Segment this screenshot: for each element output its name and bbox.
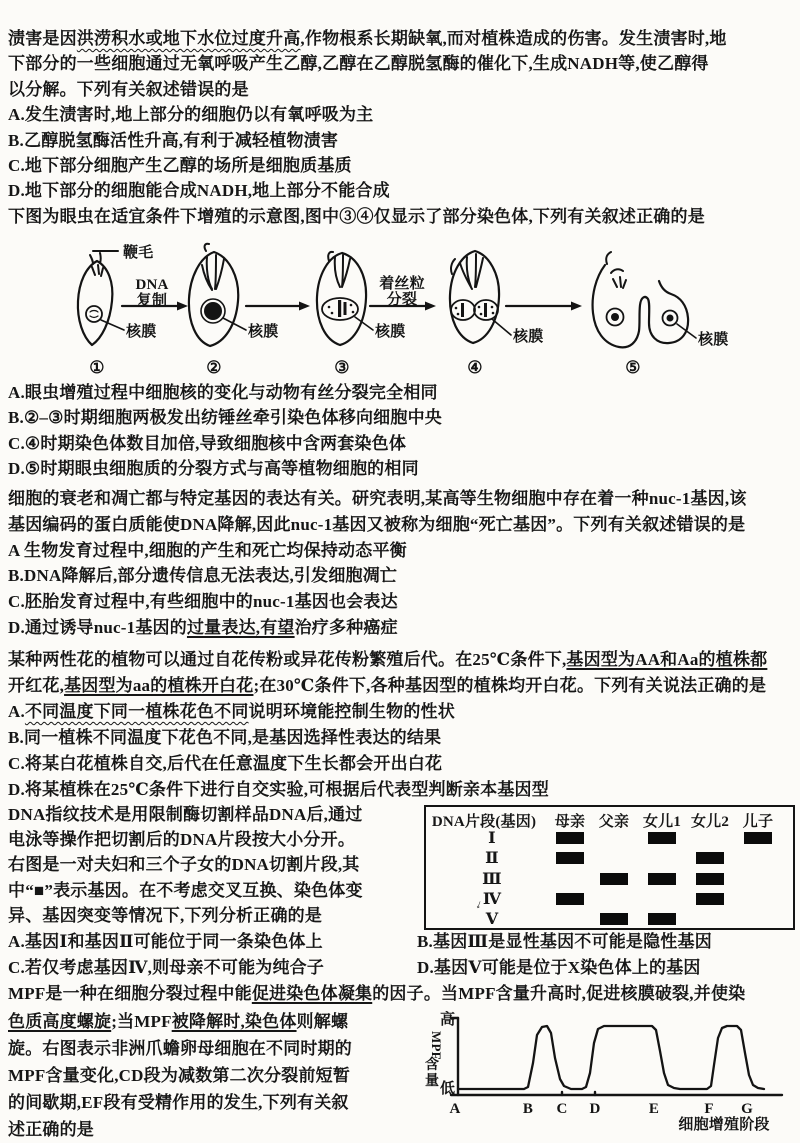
cell-stage-1 bbox=[78, 253, 157, 377]
stem-line: 基因编码的蛋白质能使DNA降解,因此nuc-1基因又被称为细胞“死亡基因”。下列有关叙述错误的是 bbox=[8, 514, 746, 534]
stem-line: 细胞的衰老和凋亡都与特定基因的表达有关。研究表明,某高等生物细胞中存在着一种nuc-1基因,该 bbox=[8, 489, 747, 508]
stage-label-3: ③ bbox=[334, 358, 350, 377]
arrow-plain-1 bbox=[246, 302, 310, 311]
gel-col-header: 母亲 bbox=[554, 814, 586, 830]
arrow-dna-replication bbox=[122, 277, 188, 311]
stem-line: 中“■”表示基因。在不考虑交叉互换、染色体变 bbox=[8, 880, 363, 900]
option-b: B.同一植株不同温度下花色不同,是基因选择性表达的结果 bbox=[8, 728, 442, 747]
gel-row-label: Ⅳ bbox=[482, 891, 502, 908]
question-flood bbox=[8, 26, 794, 204]
stage-label-4: ④ bbox=[467, 358, 483, 377]
gel-col-header: 父亲 bbox=[598, 814, 630, 830]
gel-band bbox=[600, 913, 628, 925]
option-b: B.乙醇脱氢酶活性升高,有利于减轻植物渍害 bbox=[8, 130, 339, 150]
mpf-graph bbox=[424, 1003, 795, 1143]
gel-band bbox=[744, 832, 772, 844]
stem-line: 右图是一对夫妇和三个子女的DNA切割片段,其 bbox=[8, 855, 360, 875]
text-segment: 过量表达,有望 bbox=[186, 617, 295, 637]
gel-figure bbox=[424, 805, 795, 930]
option-a: A.眼虫增殖过程中细胞核的变化与动物有丝分裂完全相同 bbox=[8, 383, 438, 402]
gel-col-header: 儿子 bbox=[742, 814, 774, 830]
option-b: B.DNA降解后,部分遗传信息无法表达,引发细胞凋亡 bbox=[8, 566, 398, 586]
stem-line: 下部分的一些细胞通过无氧呼吸产生乙醇,乙醇在乙醇脱氢酶的催化下,生成NADH等,使乙醇得 bbox=[8, 54, 709, 74]
text-segment: ,作物根系长期缺氧,而对植株造成的伤害。发生渍害时,地 bbox=[300, 29, 727, 48]
option-d: D.地下部分的细胞能合成NADH,地上部分不能合成 bbox=[8, 181, 390, 201]
option-a: A 生物发育过程中,细胞的产生和死亡均保持动态平衡 bbox=[8, 540, 407, 560]
stem-line bbox=[8, 26, 794, 51]
option-d: D.⑤时期眼虫细胞质的分裂方式与高等植物细胞的相同 bbox=[8, 459, 419, 479]
gel-band bbox=[600, 873, 628, 885]
text-segment: 不同温度下同一植株花色不同 bbox=[24, 702, 249, 721]
text-segment: ;在30℃条件下,各种基因型的植株均开白花。下列有关说法正确的是 bbox=[253, 676, 767, 695]
cell-stage-3 bbox=[317, 252, 405, 377]
gel-band bbox=[648, 832, 676, 844]
y-axis-label-cjk: 含 bbox=[425, 1058, 440, 1073]
svg-text:DNA: DNA bbox=[135, 277, 169, 293]
text-segment: 的因子。当MPF含量升高时,促进核膜破裂,并使染 bbox=[372, 984, 746, 1003]
text-segment: 则解螺 bbox=[296, 1012, 349, 1031]
gel-band bbox=[696, 852, 724, 864]
text-segment: 基因型为AA和Aa的植株都 bbox=[566, 650, 768, 669]
fingerprint-options-cd bbox=[8, 955, 794, 981]
euglena-diagram bbox=[30, 237, 772, 381]
question-euglena-intro bbox=[8, 204, 794, 229]
question-mpf-left bbox=[8, 1008, 420, 1143]
y-low-label: 低 bbox=[440, 1081, 456, 1097]
gel-band bbox=[696, 873, 724, 885]
stem-line: 的间歇期,EF段有受精作用的发生,下列有关叙 bbox=[8, 1093, 349, 1112]
option-a bbox=[8, 699, 794, 725]
question-flower bbox=[8, 647, 794, 803]
arrow-centromere-split bbox=[370, 274, 436, 311]
y-high-label: 高 bbox=[440, 1012, 456, 1028]
nuclear-membrane-label: 核膜 bbox=[698, 332, 729, 348]
gel-col-header: 女儿1 bbox=[642, 814, 682, 830]
stem-line: DNA指纹技术是用限制酶切割样品DNA后,通过 bbox=[8, 805, 363, 824]
stem-line: 异、基因突变等情况下,下列分析正确的是 bbox=[8, 905, 323, 925]
text-segment: 色质高度螺旋 bbox=[8, 1012, 112, 1031]
option-b: B.②–③时期细胞两极发出纺锤丝牵引染色体移向细胞中央 bbox=[8, 408, 442, 428]
flagellum-label: 鞭毛 bbox=[123, 245, 154, 261]
cell-stage-2 bbox=[189, 244, 278, 377]
gel-band bbox=[556, 852, 584, 864]
gel-band bbox=[648, 913, 676, 925]
text-segment: 开红花, bbox=[8, 676, 65, 695]
gel-col-header: 女儿2 bbox=[690, 814, 730, 830]
gel-row-label: Ⅴ bbox=[485, 911, 499, 928]
gel-band bbox=[648, 873, 676, 885]
text-segment: 渍害是因 bbox=[8, 29, 77, 48]
fingerprint-options-ab bbox=[8, 929, 794, 955]
gel-band bbox=[696, 893, 724, 905]
svg-text:复制: 复制 bbox=[136, 293, 168, 309]
option-c: C.若仅考虑基因Ⅳ,则母亲不可能为纯合子 bbox=[8, 958, 325, 977]
stem-line bbox=[8, 647, 794, 673]
nuclear-membrane-label: 核膜 bbox=[375, 324, 406, 340]
option-d: D.基因Ⅴ可能是位于X染色体上的基因 bbox=[417, 958, 701, 977]
option-d: D.将某植株在25℃条件下进行自交实验,可根据后代表型判断亲本基因型 bbox=[8, 780, 549, 799]
stem-line bbox=[8, 673, 794, 699]
option-c: C.胚胎发育过程中,有些细胞中的nuc-1基因也会表达 bbox=[8, 592, 398, 612]
stem-line bbox=[8, 1008, 420, 1035]
text-segment: A. bbox=[8, 702, 25, 721]
stem-line: 旋。右图表示非洲爪蟾卵母细胞在不同时期的 bbox=[8, 1039, 352, 1058]
cell-stage-5 bbox=[593, 252, 729, 377]
text-segment: D.通过诱导nuc-1基因的 bbox=[8, 617, 187, 637]
option-a: A.基因Ⅰ和基因Ⅱ可能位于同一条染色体上 bbox=[8, 932, 323, 951]
text-segment: 基因型为aa的植株开白花 bbox=[64, 676, 254, 695]
option-d bbox=[8, 615, 794, 641]
y-axis-label-mpf: MPF bbox=[429, 1031, 444, 1060]
stem-line: 电泳等操作把切割后的DNA片段按大小分开。 bbox=[8, 830, 356, 850]
gel-row-label: Ⅰ bbox=[488, 830, 496, 847]
stem-line: 以分解。下列有关叙述错误的是 bbox=[8, 79, 249, 99]
gel-row-label: Ⅲ bbox=[482, 871, 502, 888]
nuclear-membrane-label: 核膜 bbox=[248, 324, 279, 340]
x-tick-label: D bbox=[589, 1101, 601, 1117]
option-c: C.④时期染色体数目加倍,导致细胞核中含两套染色体 bbox=[8, 433, 407, 453]
arrow-plain-2 bbox=[506, 302, 582, 311]
stem-line: MPF含量变化,CD段为减数第二次分裂前短暂 bbox=[8, 1066, 351, 1085]
text-segment: ;当MPF bbox=[111, 1012, 172, 1031]
text-segment: MPF是一种在细胞分裂过程中能 bbox=[8, 984, 252, 1003]
gel-band bbox=[556, 832, 584, 844]
text-segment: 某种两性花的植物可以通过自花传粉或异花传粉繁殖后代。在25℃条件下, bbox=[8, 650, 567, 669]
stem-line: 下图为眼虫在适宜条件下增殖的示意图,图中③④仅显示了部分染色体,下列有关叙述正确的是 bbox=[8, 207, 705, 226]
svg-text:着丝粒: 着丝粒 bbox=[379, 276, 425, 292]
x-tick-label: G bbox=[741, 1101, 753, 1117]
stage-label-1: ① bbox=[89, 358, 105, 377]
nuclear-membrane-label: 核膜 bbox=[513, 329, 544, 345]
question-fingerprint bbox=[8, 802, 420, 928]
option-a: A.发生渍害时,地上部分的细胞仍以有氧呼吸为主 bbox=[8, 105, 374, 125]
migration-arrow-icon: ↓ bbox=[473, 896, 485, 912]
question-nuc1 bbox=[8, 486, 794, 641]
x-axis-label: 细胞增殖阶段 bbox=[678, 1117, 770, 1133]
x-tick-label: F bbox=[704, 1101, 714, 1117]
gel-col-header: DNA片段(基因) bbox=[431, 814, 537, 830]
cell-stage-4 bbox=[450, 251, 543, 377]
option-b: B.基因Ⅲ是显性基因不可能是隐性基因 bbox=[417, 932, 712, 951]
gel-band bbox=[556, 893, 584, 905]
option-c: C.地下部分细胞产生乙醇的场所是细胞质基质 bbox=[8, 155, 352, 175]
gel-row-label: Ⅱ bbox=[485, 850, 499, 867]
y-axis-label-cjk: 量 bbox=[425, 1074, 440, 1089]
option-c: C.将某白花植株自交,后代在任意温度下生长都会开出白花 bbox=[8, 754, 443, 773]
x-tick-label: B bbox=[522, 1101, 534, 1117]
text-segment: 治疗多种癌症 bbox=[294, 617, 398, 637]
text-segment: 被降解时,染色体 bbox=[171, 1012, 297, 1031]
text-segment: 促进染色体凝集 bbox=[251, 984, 373, 1003]
stem-line: 述正确的是 bbox=[8, 1120, 94, 1139]
svg-text:分裂: 分裂 bbox=[386, 292, 418, 308]
x-tick-label: E bbox=[648, 1101, 660, 1117]
x-tick-label: A bbox=[449, 1101, 461, 1117]
x-tick-label: C bbox=[556, 1101, 568, 1117]
text-segment: 说明环境能控制生物的性状 bbox=[248, 702, 455, 721]
text-segment: 洪涝积水或地下水位过度升高 bbox=[76, 29, 301, 48]
mpf-curve bbox=[458, 1026, 764, 1089]
question-euglena-options bbox=[8, 380, 794, 482]
stage-label-5: ⑤ bbox=[625, 358, 641, 377]
nuclear-membrane-label: 核膜 bbox=[126, 324, 157, 340]
stage-label-2: ② bbox=[206, 358, 222, 377]
